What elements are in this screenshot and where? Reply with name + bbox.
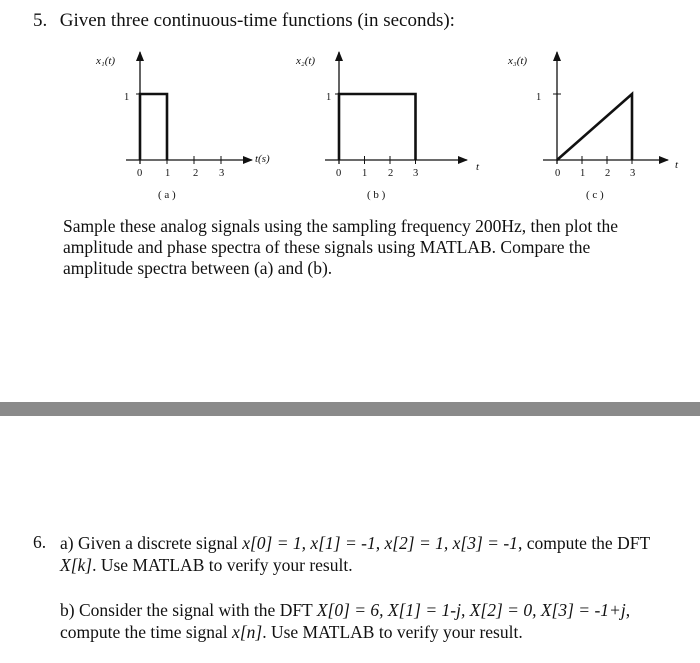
page-divider xyxy=(0,402,700,416)
plot-c-caption: ( c ) xyxy=(586,189,604,201)
plot-a-tick-2: 2 xyxy=(193,168,199,179)
plot-a-xlabel: t(s) xyxy=(255,153,270,165)
question-5-number: 5. xyxy=(33,10,48,31)
plot-a-tick-1: 1 xyxy=(165,168,171,179)
plot-b-tick-3: 3 xyxy=(413,168,419,179)
plot-a-level: 1 xyxy=(124,92,130,103)
plot-a-tick-3: 3 xyxy=(219,168,225,179)
question-5-instructions: Sample these analog signals using the sampling frequency 200Hz, then plot the amplitude and phase spectra of these signals using MATLAB. Compare the amplitude spectra between (a) and (b). xyxy=(63,216,619,278)
plot-c-level: 1 xyxy=(536,92,542,103)
plot-b-xlabel: t xyxy=(476,161,480,173)
plot-b-tick-2: 2 xyxy=(388,168,394,179)
question-6a-suffix: . Use MATLAB to verify your result. xyxy=(92,555,353,575)
plot-a-caption: ( a ) xyxy=(158,189,176,201)
question-6a-prefix: a) Given a discrete signal xyxy=(60,533,243,553)
plot-c-tick-0: 0 xyxy=(555,168,561,179)
question-6-number: 6. xyxy=(33,532,47,552)
question-6b-prefix: b) Consider the signal with the DFT xyxy=(60,600,317,620)
question-6a-signal: x[0] = 1, x[1] = -1, x[2] = 1, x[3] = -1 xyxy=(242,533,518,553)
plot-a-signal-line xyxy=(140,94,167,160)
question-6b-suffix: . Use MATLAB to verify your result. xyxy=(262,622,523,642)
plot-b-ylabel: x₂(t) xyxy=(296,55,316,67)
signal-figures xyxy=(0,0,700,215)
question-6a-mid: , compute the DFT xyxy=(517,533,650,553)
question-6a-dft: X[k] xyxy=(60,555,93,575)
question-6a xyxy=(60,532,680,576)
question-5-title: Given three continuous-time functions (in seconds): xyxy=(59,10,455,31)
plot-b-tick-1: 1 xyxy=(362,168,368,179)
question-6b-dft: X[0] = 6, X[1] = 1-j, X[2] = 0, X[3] = -1+j xyxy=(316,600,626,620)
plot-b-level: 1 xyxy=(326,92,332,103)
plot-c-tick-2: 2 xyxy=(605,168,611,179)
plot-c-ylabel: x₃(t) xyxy=(508,55,528,67)
question-6b-mid: , compute the time signal xyxy=(60,600,631,642)
plot-b-caption: ( b ) xyxy=(367,189,386,201)
plot-b-tick-0: 0 xyxy=(336,168,342,179)
plot-c-tick-1: 1 xyxy=(580,168,586,179)
question-6b-signal: x[n] xyxy=(232,622,263,642)
question-6b xyxy=(60,599,680,643)
plot-c-tick-3: 3 xyxy=(630,168,636,179)
plot-a-ylabel: x₁(t) xyxy=(96,55,116,67)
plot-c-xlabel: t xyxy=(675,159,679,171)
plot-a-tick-0: 0 xyxy=(137,168,143,179)
plot-c-signal-line xyxy=(557,94,632,160)
plot-b-signal-line xyxy=(339,94,416,160)
